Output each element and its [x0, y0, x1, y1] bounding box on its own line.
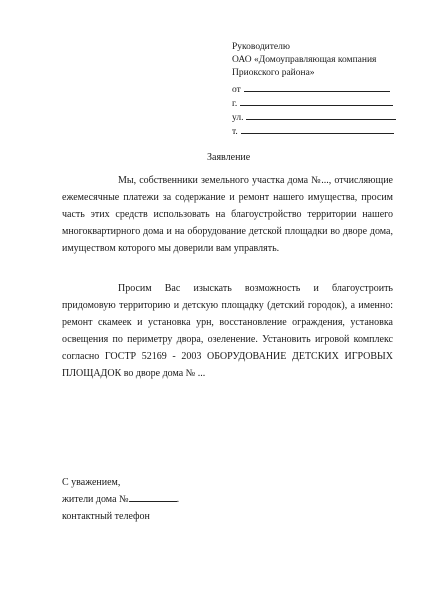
phone-blank-line — [241, 124, 394, 134]
paragraph-details-text: Просим Вас изыскать возможность и благоустроить придомовую территорию и детскую площадку (детский городок), а именно: ремонт скамеек и установка урн, восстановление ограждения, установка освещения по периметру двора, озеленение. Установить игровой комплекс согласно ГОСТР 52169 - 2003 ОБОРУДОВАНИЕ ДЕТСКИХ ИГРОВЫХ ПЛОЩАДОК во дворе дома № ... — [62, 283, 393, 379]
document-title: Заявление — [207, 152, 251, 163]
city-label: г. — [232, 99, 238, 109]
addressee-line-1: Руководителю — [232, 42, 290, 52]
addressee-line-3: Приокского района» — [232, 68, 315, 78]
closing-phone: контактный телефон — [62, 511, 150, 522]
city-field — [232, 96, 393, 110]
closing-regards: С уважением, — [62, 477, 121, 488]
residents-prefix: жители дома № — [62, 494, 129, 505]
addressee-line-2: ОАО «Домоуправляющая компания — [232, 55, 377, 65]
phone-field — [232, 124, 394, 138]
street-blank-line — [246, 110, 396, 120]
residents-suffix: . — [176, 494, 180, 505]
street-label: ул. — [232, 113, 244, 123]
street-field — [232, 110, 396, 124]
paragraph-details — [62, 280, 393, 382]
closing-residents — [62, 491, 179, 508]
paragraph-request — [62, 172, 393, 257]
paragraph-request-text: Мы, собственники земельного участка дома №..., отчисляющие ежемесячные платежи за содержание и ремонт нашего имущества, просим часть этих средств использовать на благоустройство территории нашего многоквартирного дома и на оборудование детской площадки во дворе дома, имуществом которого мы доверили вам управлять. — [62, 175, 393, 254]
from-label: от — [232, 85, 241, 95]
city-blank-line — [240, 96, 393, 106]
from-blank-line — [244, 82, 390, 92]
phone-label: т. — [232, 127, 238, 137]
house-number-blank-line — [129, 492, 177, 502]
from-field — [232, 82, 390, 96]
